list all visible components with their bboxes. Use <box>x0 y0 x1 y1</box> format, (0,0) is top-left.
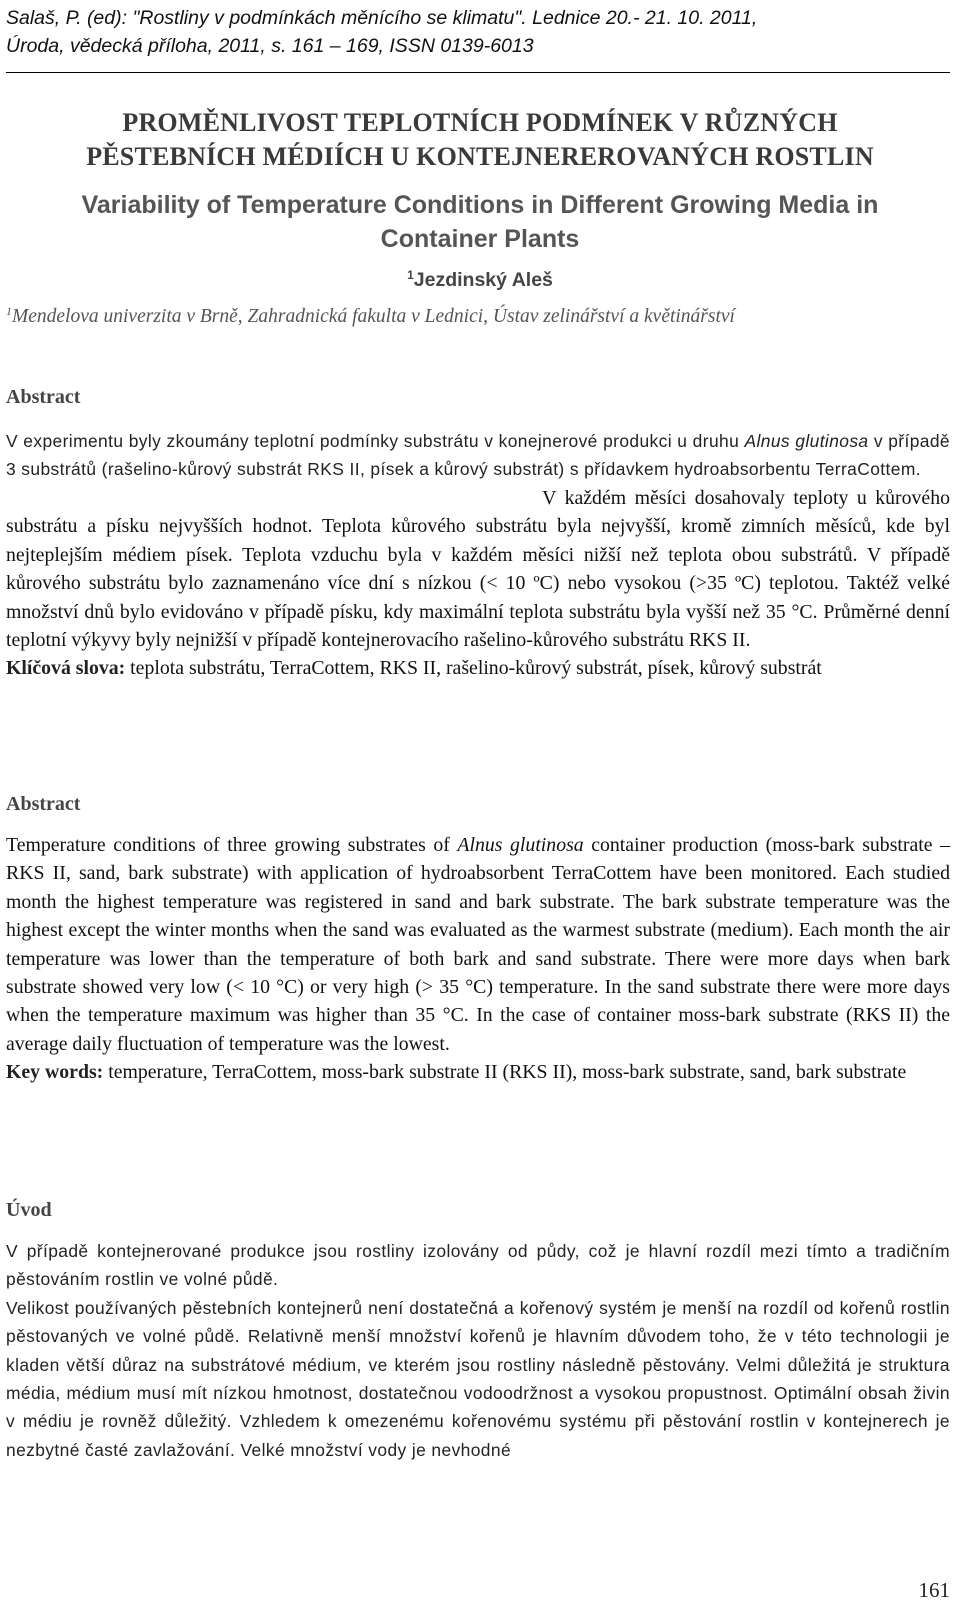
keywords-label-cz: Klíčová slova: <box>6 657 126 680</box>
species-name-en: Alnus glutinosa <box>457 834 584 856</box>
title-english-line-1: Variability of Temperature Conditions in Different Growing Media in <box>81 191 879 219</box>
abstract-en-paragraph <box>6 831 950 1058</box>
abstract-cz-results <box>6 484 950 654</box>
abstract-cz-keywords <box>6 654 950 682</box>
abstract-en-heading: Abstract <box>6 793 81 815</box>
abstract-cz-rest: V každém měsíci dosahovaly teploty u kůrového substrátu a písku nejvyšších hodnot. Teplota kůrového substrátu byla nejvyšší, kromě zimních měsíců, kde byl nejteplejším médiem písek. Teplota vzduchu byla v každém měsíci nižší než teplota obou substrátů. V případě kůrového substrátu bylo zaznamenáno více dní s nízkou (< 10 ºC) nebo vysokou (>35 ºC) teplotou. Taktéž velké množství dnů bylo evidováno v případě písku, kdy maximální teplota substrátu byla vyšší než 35 °C. Průměrné denní teplotní výkyvy byly nejnižší v případě kontejnerovacího rašelino-kůrového substrátu RKS II. <box>6 487 950 652</box>
author-superscript: 1 <box>407 268 414 282</box>
keywords-en: temperature, TerraCottem, moss-bark substrate II (RKS II), moss-bark substrate, sand, bark substrate <box>103 1061 907 1084</box>
title-czech-line-2: PĚSTEBNÍCH MÉDIÍCH U KONTEJNEREROVANÝCH ROSTLIN <box>86 142 874 171</box>
abstract-en-start: Temperature conditions of three growing substrates of <box>6 834 458 856</box>
abstract-cz-intro: V experimentu byly zkoumány teplotní podmínky substrátu v konejnerové produkci u druhu <box>6 431 740 451</box>
abstract-en-body <box>6 831 950 1087</box>
header-divider <box>6 72 950 73</box>
abstract-cz-paragraph <box>6 427 950 484</box>
keywords-cz: teplota substrátu, TerraCottem, RKS II, rašelino-kůrový substrát, písek, kůrový substrát <box>125 657 822 680</box>
intro-heading: Úvod <box>6 1199 52 1221</box>
citation-header <box>6 4 946 60</box>
affiliation-superscript: 1 <box>6 304 12 318</box>
abstract-en-rest: container production (moss-bark substrate – RKS II, sand, bark substrate) with application of hydroabsorbent TerraCottem have been monitored. Each studied month the highest temperature was registered in sand and bark substrate. The bark substrate temperature was the highest except the winter months when the sand was evaluated as the warmest substrate (medium). Each month the air temperature was lower than the temperature of both bark and sand substrate. There were more days when bark substrate showed very low (< 10 °C) or very high (> 35 °C) temperature. In the sand substrate there were more days when the temperature maximum was higher than 35 °C. In the case of container moss-bark substrate (RKS II) the average daily fluctuation of temperature was the lowest. <box>6 834 950 1055</box>
intro-paragraph-1: V případě kontejnerované produkce jsou rostliny izolovány od půdy, což je hlavní rozdíl mezi tímto a tradičním pěstováním rostlin ve volné půdě. <box>6 1241 950 1290</box>
species-name: Alnus glutinosa <box>744 431 869 451</box>
title-english-line-2: Container Plants <box>380 225 580 253</box>
affiliation <box>6 303 950 331</box>
intro-body <box>6 1237 950 1464</box>
abstract-cz-body-rest <box>6 484 950 683</box>
page-number: 161 <box>918 1578 950 1602</box>
citation-line-1: Salaš, P. (ed): "Rostliny v podmínkách měnícího se klimatu". Lednice 20.- 21. 10. 2011, <box>6 7 758 29</box>
abstract-cz-body <box>6 427 950 484</box>
affiliation-text: Mendelova univerzita v Brně, Zahradnická fakulta v Lednici, Ústav zelinářství a květinářství <box>12 306 735 327</box>
abstract-cz-main: v případě 3 substrátů (rašelino-kůrový substrát RKS II, písek a kůrový substrát) s přídavkem hydroabsorbentu TerraCottem. <box>6 431 951 480</box>
abstract-en-keywords <box>6 1058 950 1086</box>
title-czech <box>0 106 960 174</box>
citation-line-2: Úroda, vědecká příloha, 2011, s. 161 – 169, ISSN 0139-6013 <box>6 35 534 57</box>
author <box>0 266 960 294</box>
title-czech-line-1: PROMĚNLIVOST TEPLOTNÍCH PODMÍNEK V RŮZNÝCH <box>122 108 838 137</box>
author-name: Jezdinský Aleš <box>413 269 553 291</box>
title-english <box>0 188 960 256</box>
keywords-label-en: Key words: <box>6 1061 104 1084</box>
abstract-cz-heading: Abstract <box>6 386 81 408</box>
intro-paragraph-2: Velikost používaných pěstebních kontejnerů není dostatečná a kořenový systém je menší na rozdíl od kořenů rostlin pěstovaných ve volné půdě. Relativně menší množství kořenů je hlavním důvodem toho, že v této technologii je kladen větší důraz na substrátové médium, ve kterém jsou rostliny následně pěstovány. Velmi důležitá je struktura média, médium musí mít nízkou hmotnost, dostatečnou vodoodržnost a vysokou propustnost. Optimální obsah živin v médiu je rovněž důležitý. Vzhledem k omezenému kořenovému systému při pěstování rostlin v kontejnerech je nezbytné časté zavlažování. Velké množství vody je nevhodné <box>6 1297 950 1460</box>
